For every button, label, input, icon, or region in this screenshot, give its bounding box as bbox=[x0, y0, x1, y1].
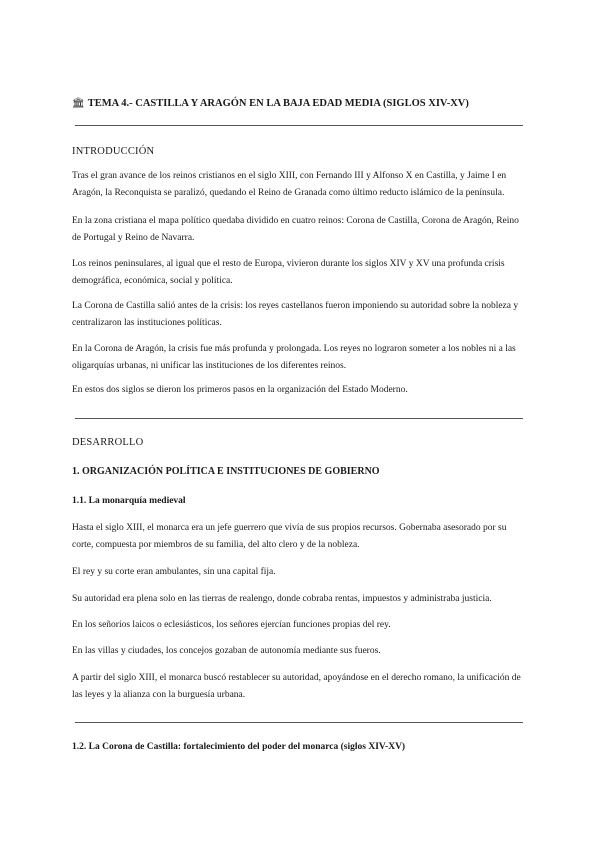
divider bbox=[75, 722, 523, 723]
intro-paragraph-5: En la Corona de Aragón, la crisis fue más profunda y prolongada. Los reyes no lograron someter a los nobles ni a las oligarquías urbanas, ni unificar las instituciones de los diferentes reinos. bbox=[72, 344, 516, 371]
intro-paragraph-4: La Corona de Castilla salió antes de la crisis: los reyes castellanos fueron imponiendo su autoridad sobre la nobleza y centralizaron las instituciones políticas. bbox=[72, 301, 519, 328]
document-title bbox=[72, 98, 528, 109]
building-icon: 🏛 bbox=[72, 98, 85, 109]
body-paragraph-4: En los señoríos laicos o eclesiásticos, los señores ejercían funciones propias del rey. bbox=[72, 620, 391, 630]
subsection-1-1-title: 1.1. La monarquía medieval bbox=[72, 496, 186, 506]
intro-heading: INTRODUCCIÓN bbox=[72, 146, 155, 157]
divider bbox=[75, 125, 523, 126]
intro-paragraph-6: En estos dos siglos se dieron los primeros pasos en la organización del Estado Moderno. bbox=[72, 385, 408, 395]
body-paragraph-6: A partir del siglo XIII, el monarca buscó restablecer su autoridad, apoyándose en el derecho romano, la unificación de las leyes y la alianza con la burguesía urbana. bbox=[72, 673, 521, 700]
intro-paragraph-3: Los reinos peninsulares, al igual que el resto de Europa, vivieron durante los siglos XIV y XV una profunda crisis demográfica, económica, social y política. bbox=[72, 259, 505, 286]
subsection-1-2-title: 1.2. La Corona de Castilla: fortalecimiento del poder del monarca (siglos XIV-XV) bbox=[72, 742, 406, 752]
section-1-title: 1. ORGANIZACIÓN POLÍTICA E INSTITUCIONES DE GOBIERNO bbox=[72, 466, 380, 477]
body-paragraph-2: El rey y su corte eran ambulantes, sin una capital fija. bbox=[72, 567, 276, 577]
body-paragraph-3: Su autoridad era plena solo en las tierras de realengo, donde cobraba rentas, impuestos y administraba justicia. bbox=[72, 594, 492, 604]
divider bbox=[75, 418, 523, 419]
intro-paragraph-1: Tras el gran avance de los reinos cristianos en el siglo XIII, con Fernando III y Alfonso X en Castilla, y Jaime I en Aragón, la Reconquista se paralizó, quedando el Reino de Granada como último reducto islámico de la península. bbox=[72, 171, 507, 198]
body-paragraph-5: En las villas y ciudades, los concejos gozaban de autonomía mediante sus fueros. bbox=[72, 646, 381, 656]
desarrollo-heading: DESARROLLO bbox=[72, 437, 144, 448]
body-paragraph-1: Hasta el siglo XIII, el monarca era un jefe guerrero que vivía de sus propios recursos. Gobernaba asesorado por su corte, compuesta por miembros de su familia, del alto clero y de la nobleza. bbox=[72, 523, 507, 550]
document-title-text: TEMA 4.- CASTILLA Y ARAGÓN EN LA BAJA EDAD MEDIA (SIGLOS XIV-XV) bbox=[87, 98, 469, 109]
intro-paragraph-2: En la zona cristiana el mapa político quedaba dividido en cuatro reinos: Corona de Castilla, Corona de Aragón, Reino de Portugal y Reino de Navarra. bbox=[72, 216, 519, 243]
